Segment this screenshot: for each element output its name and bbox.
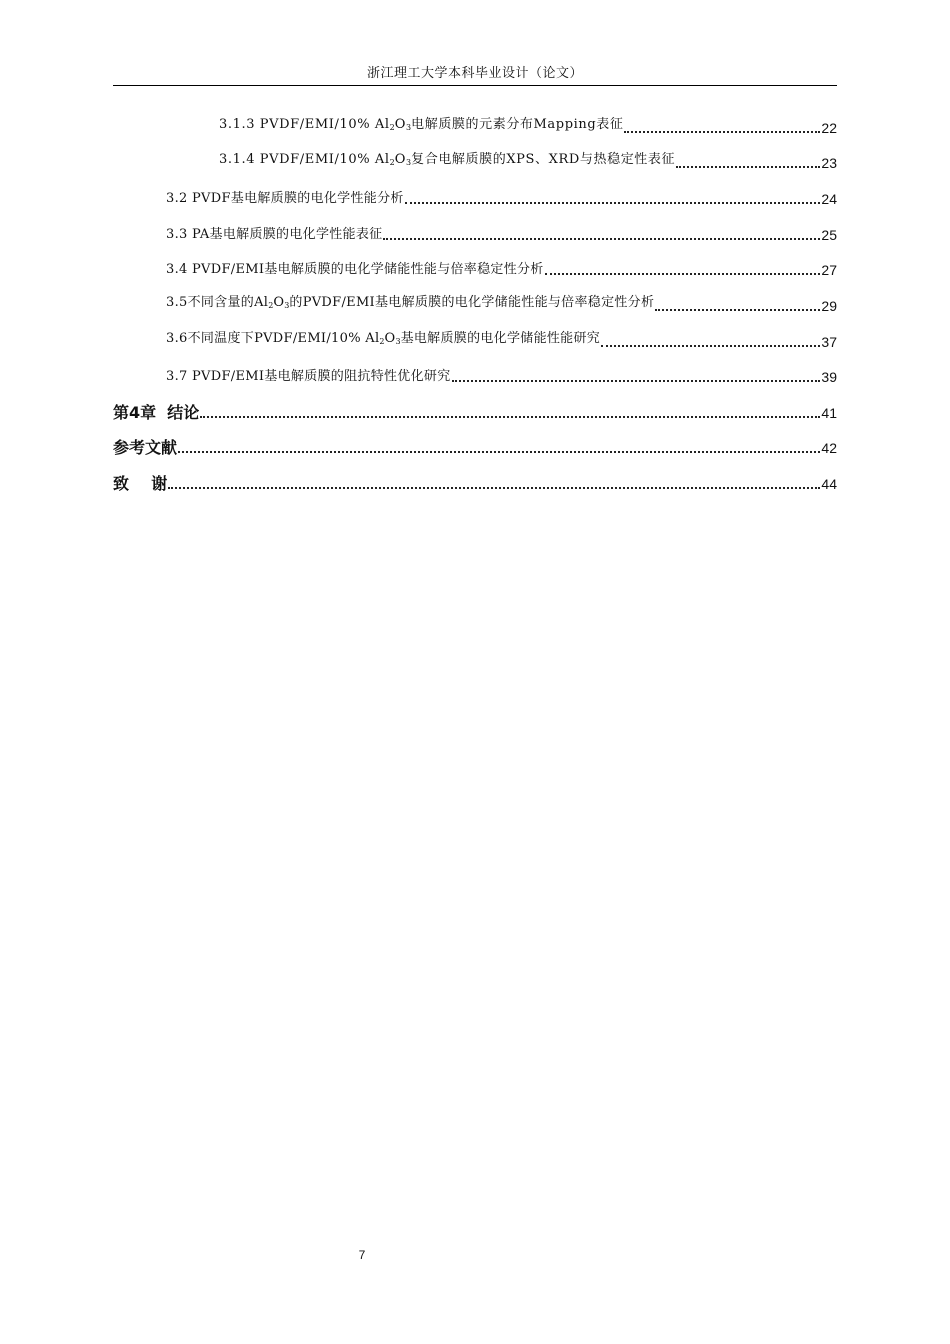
toc-entry-title: 3.3 PA基电解质膜的电化学性能表征 [166, 227, 383, 242]
dot-leader [405, 202, 821, 204]
toc-entry-3-1-3[interactable] [219, 117, 837, 137]
toc-entry-page: 24 [821, 191, 837, 207]
toc-entry-page: 23 [821, 155, 837, 171]
dot-leader [168, 487, 820, 489]
toc-entry-page: 39 [821, 369, 837, 385]
toc-entry-page: 37 [821, 334, 837, 350]
dot-leader [178, 451, 820, 453]
toc-entry-title: 第4章 结论 [113, 403, 200, 422]
toc-entry-page: 22 [821, 120, 837, 136]
dot-leader [676, 166, 820, 168]
toc-entry-3-7[interactable] [166, 366, 837, 386]
toc-entry-references[interactable] [113, 437, 837, 457]
header-rule [113, 85, 837, 86]
toc-entry-3-4[interactable] [166, 259, 837, 279]
dot-leader [545, 273, 821, 275]
dot-leader [452, 380, 821, 382]
toc-entry-title: 3.2 PVDF基电解质膜的电化学性能分析 [166, 191, 404, 206]
toc-entry-title: 3.6不同温度下PVDF/EMI/10% $Al_2O_3$基电解质膜的电化学储能性能研究 [166, 331, 601, 346]
toc-entry-page: 41 [821, 405, 837, 421]
toc-entry-acknowledgements[interactable] [113, 473, 837, 493]
toc-entry-3-6[interactable] [166, 331, 837, 351]
toc-entry-3-2[interactable] [166, 188, 837, 208]
toc-entry-page: 42 [821, 440, 837, 456]
toc-entry-3-3[interactable] [166, 224, 837, 244]
dot-leader [624, 131, 820, 133]
toc-entry-page: 29 [821, 298, 837, 314]
toc-entry-page: 44 [821, 476, 837, 492]
toc-entry-title: 3.7 PVDF/EMI基电解质膜的阻抗特性优化研究 [166, 369, 451, 384]
toc-entry-page: 25 [821, 227, 837, 243]
page-number: 7 [358, 1248, 366, 1262]
toc-entry-chapter-4[interactable] [113, 402, 837, 422]
toc-entry-3-5[interactable] [166, 295, 837, 315]
page-header-title: 浙江理工大学本科毕业设计（论文） [366, 66, 583, 81]
toc-entry-title: 3.4 PVDF/EMI基电解质膜的电化学储能性能与倍率稳定性分析 [166, 262, 544, 277]
toc-entry-title: 3.5不同含量的$Al_2O_3$的PVDF/EMI基电解质膜的电化学储能性能与倍率稳定性分析 [166, 295, 655, 310]
toc-entry-title: 参考文献 [113, 438, 178, 457]
dot-leader [601, 345, 820, 347]
dot-leader [200, 416, 820, 418]
dot-leader [383, 238, 820, 240]
toc-entry-title: 3.1.3 PVDF/EMI/10% $Al_2O_3$电解质膜的元素分布Mapping表征 [219, 117, 624, 132]
toc-entry-title: 3.1.4 PVDF/EMI/10% $Al_2O_3$复合电解质膜的XPS、XRD与热稳定性表征 [219, 152, 676, 167]
toc-entry-title: 致 谢 [113, 474, 168, 493]
toc-entry-3-1-4[interactable] [219, 152, 837, 172]
dot-leader [655, 309, 820, 311]
toc-entry-page: 27 [821, 262, 837, 278]
